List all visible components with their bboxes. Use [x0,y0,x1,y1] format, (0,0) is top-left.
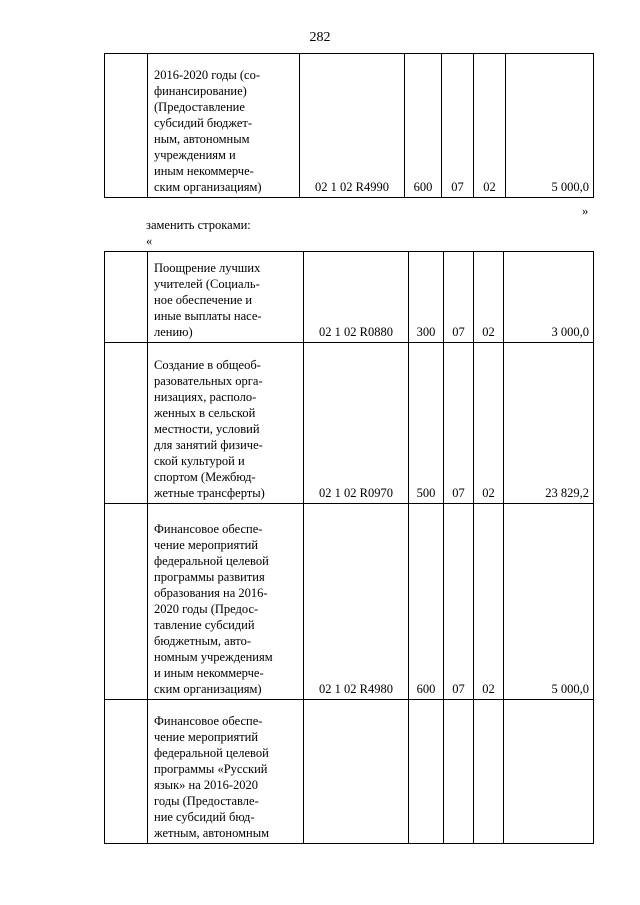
table-row [105,54,594,198]
subsection-cell: 02 [474,504,504,700]
table-row [105,252,594,343]
expense-type-cell [409,700,444,844]
target-code-cell: 02 1 02 R0970 [304,343,409,504]
expense-type-cell: 300 [409,252,444,343]
close-quote: » [582,204,589,218]
item-name-cell: Поощрение лучших учителей (Социаль- ное обеспечение и иные выплаты насе- лению) [148,252,304,343]
replace-instruction: заменить строками: [146,218,251,232]
expense-type-cell: 600 [405,54,442,198]
item-name-cell: Создание в общеоб- разовательных орга- низациях, располо- женных в сельской местности, условий для занятий физиче- ской культурой и спортом (Межбюд- жетные трансферты) [148,343,304,504]
item-name-cell: Финансовое обеспе- чение мероприятий федеральной целевой программы «Русский язык» на 2016-2020 годы (Предоставле- ние субсидий бюд- жетным, автономным [148,700,304,844]
amount-cell: 5 000,0 [504,504,594,700]
amount-cell [504,700,594,844]
target-code-cell: 02 1 02 R0880 [304,252,409,343]
subsection-cell: 02 [474,54,506,198]
amount-cell: 3 000,0 [504,252,594,343]
section-cell: 07 [444,343,474,504]
empty-cell [105,343,148,504]
subsection-cell [474,700,504,844]
item-name-cell: Финансовое обеспе- чение мероприятий федеральной целевой программы развития образования на 2016- 2020 годы (Предос- тавление субсидий бюджетным, авто- номным учреждениям и иным некоммерче- ским организациям) [148,504,304,700]
section-cell: 07 [444,252,474,343]
target-code-cell: 02 1 02 R4990 [300,54,405,198]
page-number: 282 [309,30,331,45]
budget-table-bottom [104,251,594,844]
target-code-cell: 02 1 02 R4980 [304,504,409,700]
subsection-cell: 02 [474,343,504,504]
expense-type-cell: 600 [409,504,444,700]
table-row [105,700,594,844]
empty-cell [105,252,148,343]
empty-cell [105,700,148,844]
table-row [105,343,594,504]
budget-table-top [104,53,594,198]
expense-type-cell: 500 [409,343,444,504]
section-cell: 07 [444,504,474,700]
amount-cell: 5 000,0 [506,54,594,198]
section-cell [444,700,474,844]
item-name-cell: 2016-2020 годы (со- финансирование) (Предоставление субсидий бюджет- ным, автономным учреждениям и иным некоммерче- ским организациям) [148,54,300,198]
empty-cell [105,54,148,198]
table-row [105,504,594,700]
open-quote: « [146,234,153,248]
subsection-cell: 02 [474,252,504,343]
amount-cell: 23 829,2 [504,343,594,504]
empty-cell [105,504,148,700]
target-code-cell [304,700,409,844]
section-cell: 07 [442,54,474,198]
